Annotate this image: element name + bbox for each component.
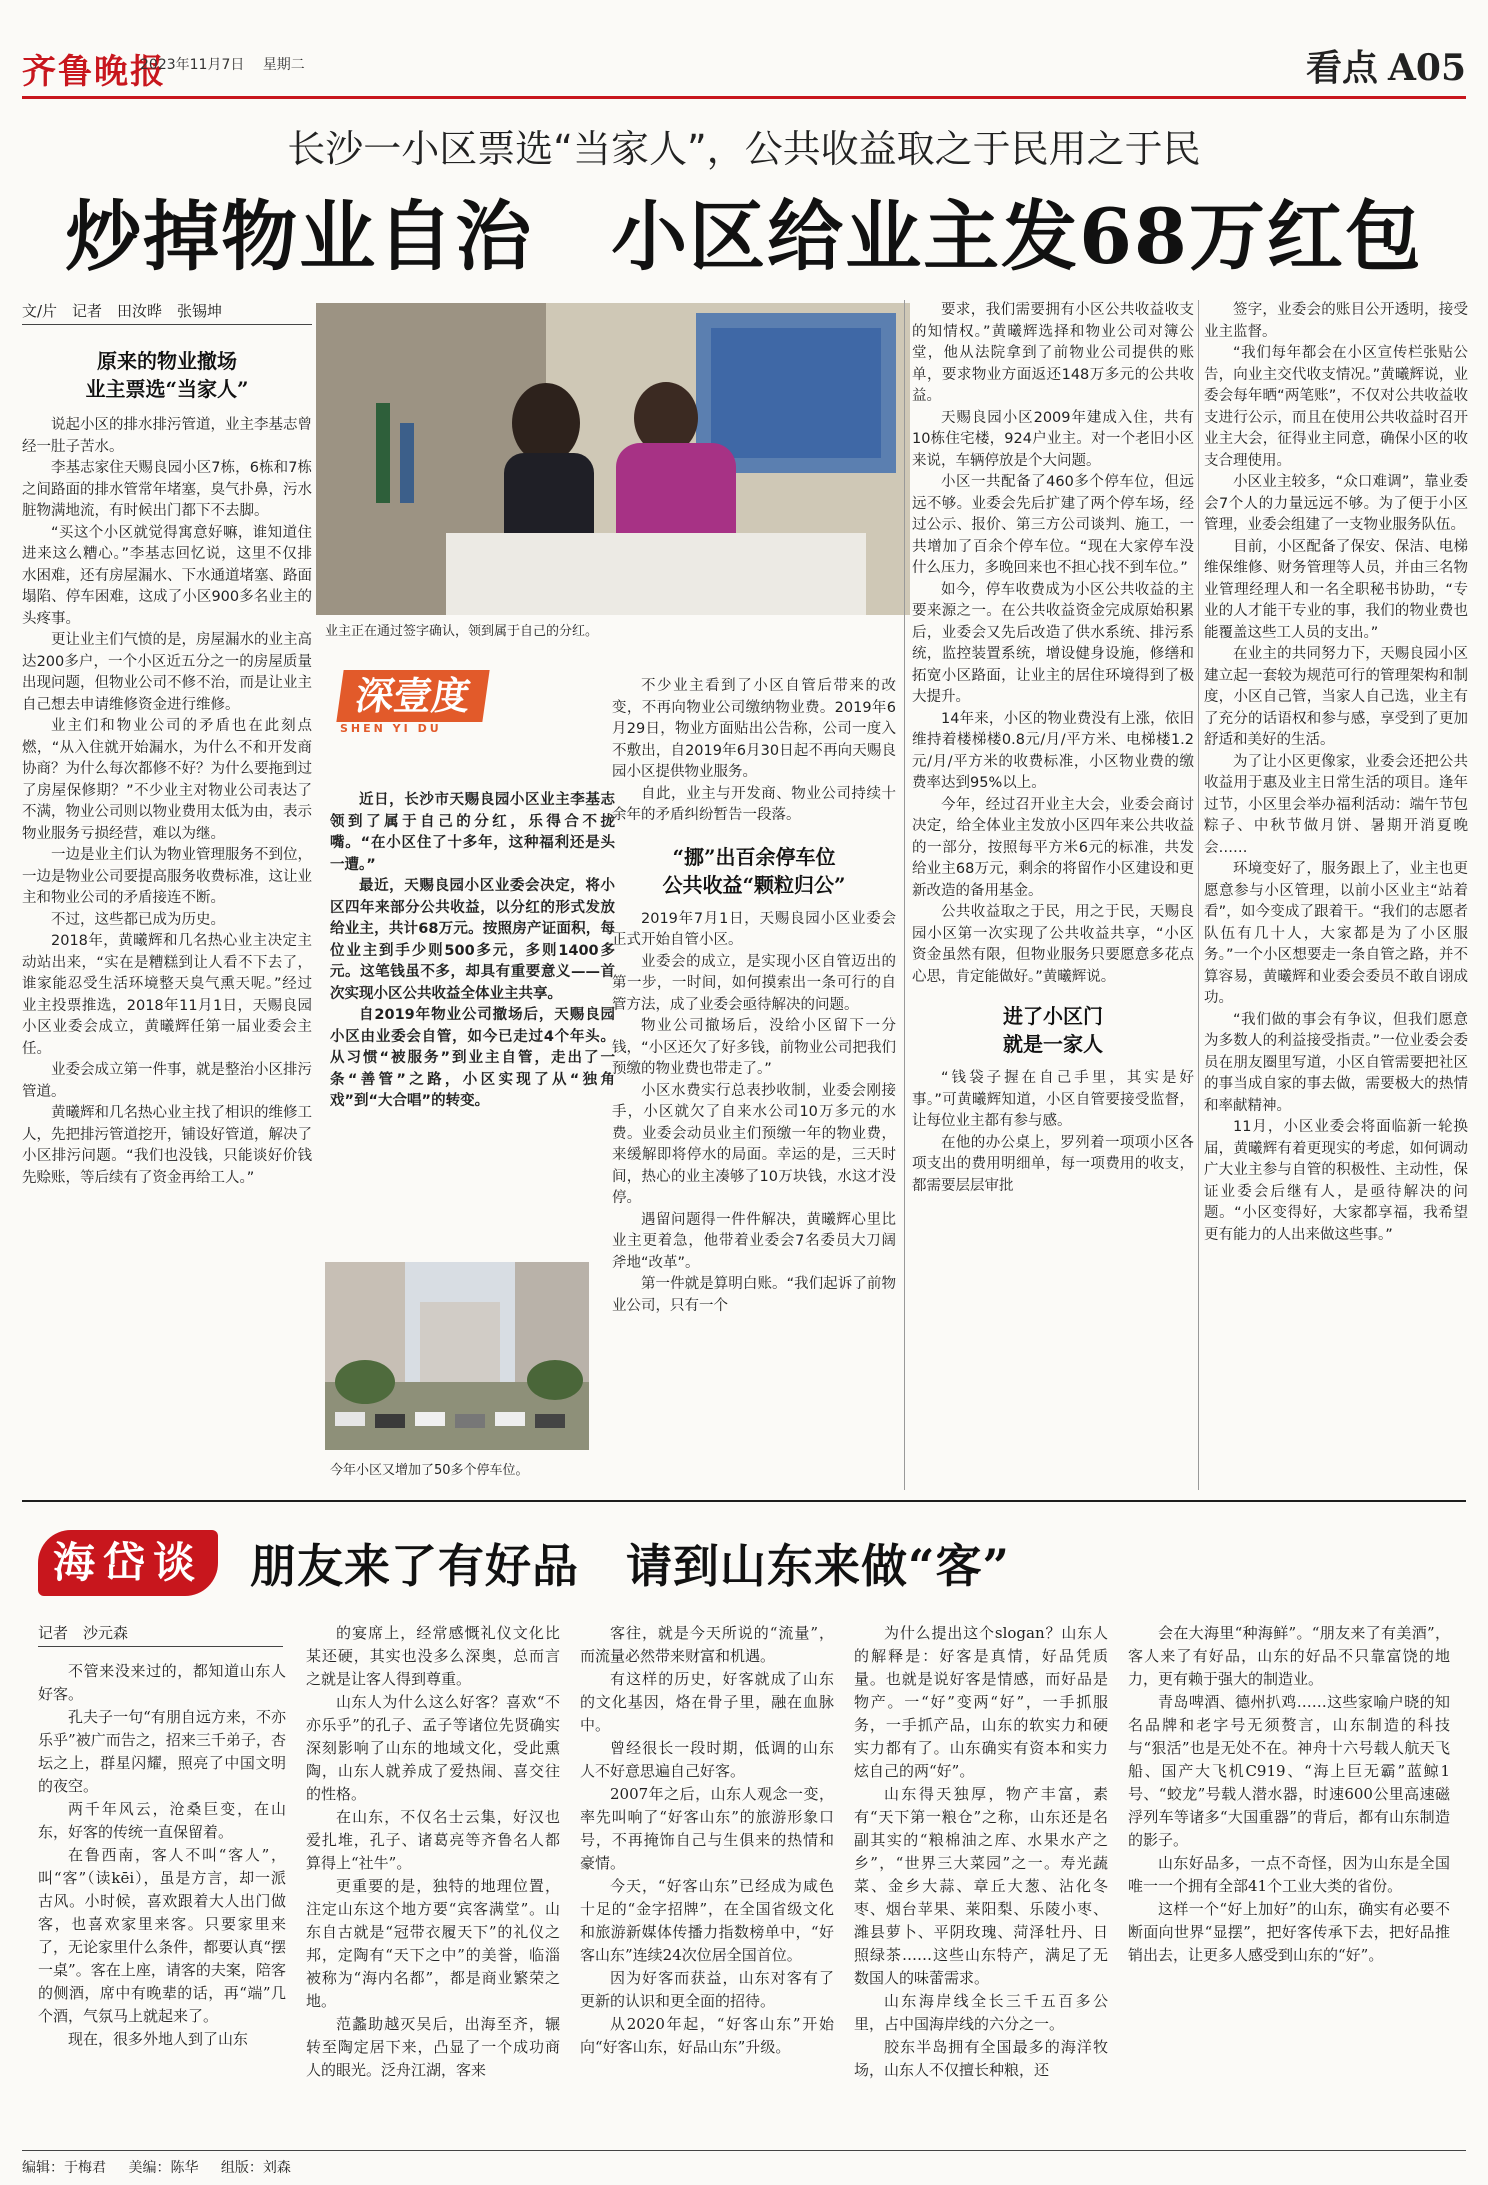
paragraph: 11月，小区业委会将面临新一轮换届，黄曦辉有着更现实的考虑，如何调动广大业主参与自管的积极性、主动性，保证业委会后继有人，是亟待解决的问题。“小区变得好，大家都享福，我希望更有能力的人出来做这些事。” bbox=[1204, 1119, 1468, 1243]
paragraph: 李基志家住天赐良园小区7栋，6栋和7栋之间路面的排水管常年堵塞，臭气扑鼻，污水脏物满地流，有时候出门都下不去脚。 bbox=[22, 460, 312, 519]
paragraph: 目前，小区配备了保安、保洁、电梯维保维修、财务管理等人员，并由三名物业管理经理人和一名全职秘书协助，“专业的人才能干专业的事，我们的物业费也能覆盖这些工人员的支出。” bbox=[1204, 538, 1468, 641]
paragraph: 客往，就是今天所说的“流量”，而流量必然带来财富和机遇。 bbox=[580, 1624, 834, 1665]
story-column-4 bbox=[912, 300, 1194, 1197]
paragraph: 遇留问题得一件件解决，黄曦辉心里比业主更着急，他带着业委会7名委员大刀阔斧地“改革”。 bbox=[612, 1211, 896, 1271]
paragraph: “我们做的事会有争议，但我们愿意为多数人的利益接受指责。”一位业委会委员在朋友圈里写道，小区自管需要把社区的事当成自家的事去做，需要极大的热情和率献精神。 bbox=[1204, 1011, 1468, 1114]
paragraph: 胶东半岛拥有全国最多的海洋牧场，山东人不仅擅长种粮，还 bbox=[854, 2038, 1108, 2079]
paragraph: 山东人为什么这么好客？喜欢“不亦乐乎”的孔子、孟子等诸位先贤确实深刻影响了山东的地域文化，受此熏陶，山东人就养成了爱热闹、喜交往的性格。 bbox=[306, 1693, 560, 1803]
paragraph: 这样一个“好上加好”的山东，确实有必要不断面向世界“显摆”，把好客传承下去，把好品推销出去，让更多人感受到山东的“好”。 bbox=[1128, 1900, 1450, 1964]
subhead-line: 就是一家人 bbox=[1003, 1032, 1103, 1056]
paragraph: 更让业主们气愤的是，房屋漏水的业主高达200多户，一个小区近五分之一的房屋质量出现问题，但物业公司不修不治，而是让业主自己想去申请维修资金进行维修。 bbox=[22, 632, 312, 713]
paragraph: 小区水费实行总表抄收制，业委会刚接手，小区就欠了自来水公司10万多元的水费。业委会动员业主们预缴一年的物业费，来缓解即将停水的局面。幸运的是，三天时间，热心的业主凑够了10万块钱，水这才没停。 bbox=[612, 1082, 896, 1206]
paragraph: 自此，业主与开发商、物业公司持续十余年的矛盾纠纷暂告一段落。 bbox=[612, 785, 896, 823]
column-text bbox=[612, 909, 896, 1318]
brand-name: 深壹度 bbox=[336, 670, 489, 722]
section-subhead bbox=[22, 347, 312, 403]
column-text bbox=[912, 1068, 1194, 1197]
story-headline: 炒掉物业自治 小区给业主发68万红包 bbox=[65, 192, 1423, 281]
column-rule bbox=[904, 300, 905, 1490]
column-rule bbox=[1198, 300, 1199, 1490]
story2-column-2 bbox=[306, 1622, 560, 2082]
paragraph: 自2019年物业公司撤场后，天赐良园小区由业委会自管，如今已走过4个年头。从习惯“被服务”到业主自管，走出了一条“善管”之路，小区实现了从“独角戏”到“大合唱”的转变。 bbox=[330, 1007, 615, 1109]
story-column-1 bbox=[22, 300, 312, 1189]
story2-byline: 记者 沙元森 bbox=[38, 1622, 283, 1647]
paragraph: 要求，我们需要拥有小区公共收益收支的知情权。”黄曦辉选择和物业公司对簿公堂，他从法院拿到了前物业公司提供的账单，要求物业方面返还148万多元的公共收益。 bbox=[912, 302, 1194, 404]
brand-pinyin: SHEN YI DU bbox=[340, 722, 442, 735]
paragraph: 更重要的是，独特的地理位置，注定山东这个地方要“宾客满堂”。山东自古就是“冠带衣履天下”的礼仪之邦，定陶有“天下之中”的美誉，临淄被称为“海内名都”，都是商业繁荣之地。 bbox=[306, 1877, 560, 2010]
paragraph: 黄曦辉和几名热心业主找了相识的维修工人，先把排污管道挖开，铺设好管道，解决了小区排污问题。“我们也没钱，只能谈好价钱先赊账，等后续有了资金再给工人。” bbox=[22, 1105, 312, 1186]
paragraph: 公共收益取之于民，用之于民，天赐良园小区第一次实现了公共收益共享，“小区资金虽然有限，但物业服务只要愿意多花点心思，肯定能做好。”黄曦辉说。 bbox=[912, 904, 1194, 985]
section-label bbox=[1306, 40, 1466, 91]
newspaper-logo: 齐鲁晚报 bbox=[22, 52, 166, 92]
subhead-line: “挪”出百余停车位 bbox=[672, 844, 836, 869]
paragraph: 2018年，黄曦辉和几名热心业主决定主动站出来，“实在是糟糕到让人看不下去了，谁家能忍受生活环境整天臭气熏天呢。”经过业主投票推选，2018年11月1日，天赐良园小区业委会成立，黄曦辉任第一届业委会主任。 bbox=[22, 933, 312, 1057]
column-text bbox=[1204, 300, 1468, 1246]
footer-layout: 组版：刘森 bbox=[220, 2160, 291, 2176]
paragraph: 一边是业主们认为物业管理服务不到位，一边是物业公司要提高服务收费标准，这让业主和物业公司的矛盾接连不断。 bbox=[22, 847, 312, 906]
paragraph: 小区业主较多，“众口难调”，靠业委会7个人的力量远远不够。为了便于小区管理，业委会组建了一支物业服务队伍。 bbox=[1204, 474, 1468, 533]
paragraph: 14年来，小区的物业费没有上涨，依旧维持着楼梯楼0.8元/月/平方米、电梯楼1.2元/月/平方米的收费标准，小区物业费的缴费率达到95%以上。 bbox=[912, 710, 1194, 791]
paragraph: 如今，停车收费成为小区公共收益的主要来源之一。在公共收益资金完成原始积累后，业委会又先后改造了供水系统、排污系统，监控装置系统，增设健身设施，修缮和拓宽小区路面，让业主的居住环境得到了极大提升。 bbox=[912, 581, 1194, 705]
issue-weekday: 星期二 bbox=[262, 57, 305, 73]
story-column-5 bbox=[1204, 300, 1468, 1246]
subhead-line: 业主票选“当家人” bbox=[85, 377, 249, 401]
paragraph: 不少业主看到了小区自管后带来的改变，不再向物业公司缴纳物业费。2019年6月29日，物业方面贴出公告称，公司一度入不敷出，自2019年6月30日起不再向天赐良园小区提供物业服务。 bbox=[612, 678, 896, 780]
paragraph: 在他的办公桌上，罗列着一项项小区各项支出的费用明细单，每一项费用的收支，都需要层层审批 bbox=[912, 1134, 1194, 1194]
paragraph: 在业主的共同努力下，天赐良园小区建立起一套较为规范可行的管理架构和制度，小区自己管，当家人自己选，业主有了充分的话语权和参与感，享受到了更加舒适和美好的生活。 bbox=[1204, 646, 1468, 748]
story2-column-3 bbox=[580, 1622, 834, 2059]
column-logo: 海岱谈 bbox=[38, 1530, 218, 1596]
paragraph: 曾经很长一段时期，低调的山东人不好意思遍自己好客。 bbox=[580, 1739, 834, 1780]
paragraph: “买这个小区就觉得寓意好嘛，谁知道住进来这么糟心。”李基志回忆说，这里不仅排水困难，还有房屋漏水、下水通道堵塞、路面塌陷、停车困难，这成了小区900多名业主的头疼事。 bbox=[22, 524, 312, 627]
story2-headline: 朋友来了有好品 请到山东来做“客” bbox=[250, 1539, 1010, 1593]
paragraph: 最近，天赐良园小区业委会决定，将小区四年来部分公共收益，以分红的形式发放给业主，共计68万元。按照房产证面积，每位业主到手少则500多元，多则1400多元。这笔钱虽不多，却具有重要意义——首次实现小区公共收益全体业主共享。 bbox=[330, 878, 615, 1002]
photo-caption: 业主正在通过签字确认，领到属于自己的分红。 bbox=[325, 624, 599, 639]
brand-badge bbox=[340, 670, 486, 735]
paragraph: 小区一共配备了460多个停车位，但远远不够。业委会先后扩建了两个停车场，经过公示、报价、第三方公司谈判、施工，一共增加了百余个停车位。“现在大家停车没什么压力，多晚回来也不担心找不到车位。” bbox=[912, 474, 1194, 576]
paragraph: 有这样的历史，好客就成了山东的文化基因，烙在骨子里，融在血脉中。 bbox=[580, 1670, 834, 1734]
story-kicker: 长沙一小区票选“当家人”，公共收益取之于民用之于民 bbox=[287, 127, 1201, 171]
section-name: 看点 bbox=[1305, 47, 1378, 89]
paragraph: 不管来没来过的，都知道山东人好客。 bbox=[38, 1662, 286, 1703]
paragraph: 在鲁西南，客人不叫“客人”，叫“客”（读kēi），虽是方言，却一派古风。小时候，喜欢跟着大人出门做客，也喜欢家里来客。只要家里来了，无论家里什么条件，都要认真“摆一桌”。客在上座，请客的夫案，陪客的侧酒，席中有晚辈的话，再“端”几个酒，气氛马上就起来了。 bbox=[38, 1846, 286, 2025]
paragraph: 第一件就是算明白账。“我们起诉了前物业公司，只有一个 bbox=[612, 1276, 896, 1314]
paragraph: 为什么提出这个slogan？山东人的解释是：好客是真情，好品凭质量。也就是说好客是情感，而好品是物产。一“好”变两“好”，一手抓服务，一手抓产品，山东的软实力和硬实力都有了。山东确实有资本和实力炫自己的两“好”。 bbox=[854, 1624, 1108, 1780]
subhead-line: 原来的物业撤场 bbox=[97, 349, 237, 373]
paragraph: 山东得天独厚，物产丰富，素有“天下第一粮仓”之称，山东还是名副其实的“粮棉油之库、水果水产之乡”，“世界三大菜园”之一。寿光蔬菜、金乡大蒜、章丘大葱、沾化冬枣、烟台苹果、莱阳梨、乐陵小枣、潍县萝卜、平阴玫瑰、菏泽牡丹、日照绿茶……这些山东特产，满足了无数国人的味蕾需求。 bbox=[854, 1785, 1108, 1987]
paragraph: 2019年7月1日，天赐良园小区业委会正式开始自管小区。 bbox=[612, 910, 896, 948]
section-subhead bbox=[912, 1002, 1194, 1058]
paragraph: 2007年之后，山东人观念一变，率先叫响了“好客山东”的旅游形象口号，不再掩饰自己与生俱来的热情和豪情。 bbox=[580, 1785, 834, 1872]
paragraph: 从2020年起，“好客山东”开始向“好客山东，好品山东”升级。 bbox=[580, 2015, 834, 2056]
paragraph: 为了让小区更像家，业委会还把公共收益用于惠及业主日常生活的项目。逢年过节，小区里会举办福利活动：端午节包粽子、中秋节做月饼、暑期开消夏晚会…… bbox=[1204, 753, 1468, 856]
paragraph: 青岛啤酒、德州扒鸡……这些家喻户晓的知名品牌和老字号无须赘言，山东制造的科技与“狠活”也是无处不在。神舟十六号载人航天飞船、国产大飞机C919、“海上巨无霸”蓝鲸1号、“蛟龙”号载人潜水器，时速600公里高速磁浮列车等诸多“大国重器”的背后，都有山东制造的影子。 bbox=[1128, 1693, 1450, 1849]
paragraph: 的宴席上，经常感慨礼仪文化比某还硬，其实也没多么深奥，总而言之就是让客人得到尊重。 bbox=[306, 1624, 560, 1688]
paragraph: 山东海岸线全长三千五百多公里，占中国海岸线的六分之一。 bbox=[854, 1992, 1108, 2033]
paragraph: 两千年风云，沧桑巨变，在山东，好客的传统一直保留着。 bbox=[38, 1800, 286, 1841]
story2-column-4 bbox=[854, 1622, 1108, 2082]
subhead-line: 进了小区门 bbox=[1003, 1004, 1103, 1028]
paragraph: 山东好品多，一点不奇怪，因为山东是全国唯一一个拥有全部41个工业大类的省份。 bbox=[1128, 1854, 1450, 1895]
paragraph: 环境变好了，服务跟上了，业主也更愿意参与小区管理，以前小区业主“站着看”，如今变成了跟着干。“我们的志愿者队伍有几十人，大家都是为了小区服务。”一个小区想要走一条自管之路，并不算容易，黄曦辉和业委会委员不敢自诩成功。 bbox=[1204, 861, 1468, 1006]
issue-meta bbox=[140, 54, 319, 74]
paragraph: “我们每年都会在小区宣传栏张贴公告，向业主交代收支情况。”黄曦辉说，业委会每年晒“两笔账”，不仅对公共收益收支进行公示，而且在使用公共收益时召开业主大会，征得业主同意，确保小区的收支合理使用。 bbox=[1204, 345, 1468, 469]
column-text bbox=[612, 676, 896, 827]
page-number: A05 bbox=[1387, 47, 1466, 89]
paragraph: 签字，业委会的账目公开透明，接受业主监督。 bbox=[1204, 302, 1468, 340]
photo-caption-2: 今年小区又增加了50多个停车位。 bbox=[330, 1463, 529, 1478]
paragraph: 业委会的成立，是实现小区自管迈出的第一步，一时间，如何摸索出一条可行的自管方法，成了业委会亟待解决的问题。 bbox=[612, 953, 896, 1013]
paragraph: 天赐良园小区2009年建成入住，共有10栋住宅楼，924户业主。对一个老旧小区来说，车辆停放是个大问题。 bbox=[912, 409, 1194, 469]
photo-signing bbox=[316, 303, 910, 615]
paragraph: 范蠡助越灭吴后，出海至齐，辗转至陶定居下来，凸显了一个成功商人的眼光。泛舟江湖，客来 bbox=[306, 2015, 560, 2079]
footer-editor: 编辑：于梅君 bbox=[22, 2160, 106, 2176]
story2-column-5 bbox=[1128, 1622, 1450, 1967]
paragraph: 说起小区的排水排污管道，业主李基志曾经一肚子苦水。 bbox=[22, 417, 312, 455]
column-text bbox=[22, 415, 312, 1189]
photo-parking-image bbox=[325, 1262, 589, 1450]
paragraph: 今年，经过召开业主大会，业委会商讨决定，给全体业主发放小区四年来公共收益的一部分，按照每平方米6元的标准，共发给业主68万元，剩余的将留作小区建设和更新改造的备用基金。 bbox=[912, 796, 1194, 899]
paragraph: “钱袋子握在自己手里，其实是好事。”可黄曦辉知道，小区自管要接受监督，让每位业主都有参与感。 bbox=[912, 1070, 1194, 1129]
paragraph: 在山东，不仅名士云集，好汉也爱扎堆，孔子、诸葛亮等齐鲁名人都算得上“社牛”。 bbox=[306, 1808, 560, 1872]
story-divider bbox=[22, 1500, 1466, 1502]
paragraph: 会在大海里“种海鲜”。“朋友来了有美酒”，客人来了有好品，山东的好品不只靠富饶的地力，更有赖于强大的制造业。 bbox=[1128, 1624, 1450, 1688]
footer-art-editor: 美编：陈华 bbox=[128, 2160, 199, 2176]
paragraph: 不过，这些都已成为历史。 bbox=[51, 911, 225, 928]
subhead-line: 公共收益“颗粒归公” bbox=[662, 872, 846, 897]
paragraph: 现在，很多外地人到了山东 bbox=[68, 2030, 249, 2048]
photo-signing-image bbox=[316, 303, 910, 615]
paragraph: 孔夫子一句“有朋自远方来，不亦乐乎”被广而告之，招来三千弟子，杏坛之上，群星闪耀，照亮了中国文明的夜空。 bbox=[38, 1708, 286, 1795]
story-column-3 bbox=[612, 676, 896, 1317]
paragraph: 物业公司撤场后，没给小区留下一分钱，“小区还欠了好多钱，前物业公司把我们预缴的物业费也带走了。” bbox=[612, 1018, 896, 1077]
story2-column-1 bbox=[38, 1660, 286, 2051]
paragraph: 今天，“好客山东”已经成为咸色十足的“金字招牌”，在全国省级文化和旅游新媒体传播力指数榜单中，“好客山东”连续24次位居全国首位。 bbox=[580, 1877, 834, 1964]
page-footer bbox=[22, 2150, 1466, 2177]
paragraph: 因为好客而获益，山东对客有了更新的认识和更全面的招待。 bbox=[580, 1969, 834, 2010]
paragraph: 近日，长沙市天赐良园小区业主李基志领到了属于自己的分红，乐得合不拢嘴。“在小区住了十多年，这种福利还是头一遭。” bbox=[330, 792, 615, 873]
paragraph: 业委会成立第一件事，就是整治小区排污管道。 bbox=[22, 1062, 312, 1100]
section-subhead bbox=[612, 843, 896, 899]
paragraph: 业主们和物业公司的矛盾也在此刻点燃，“从入住就开始漏水，为什么不和开发商协商？为什么每次都修不好？为什么要拖到过了房屋保修期？”不少业主对物业公司表达了不满，物业公司则以物业费用太低为由，表示物业服务亏损经营，难以为继。 bbox=[22, 718, 312, 842]
lead-text bbox=[330, 790, 615, 1113]
column-text bbox=[912, 300, 1194, 988]
issue-date: 2023年11月7日 bbox=[140, 57, 245, 73]
photo-parking bbox=[325, 1262, 589, 1450]
masthead-rule bbox=[22, 96, 1466, 99]
story-byline: 文/片 记者 田汝晔 张锡坤 bbox=[22, 300, 312, 325]
